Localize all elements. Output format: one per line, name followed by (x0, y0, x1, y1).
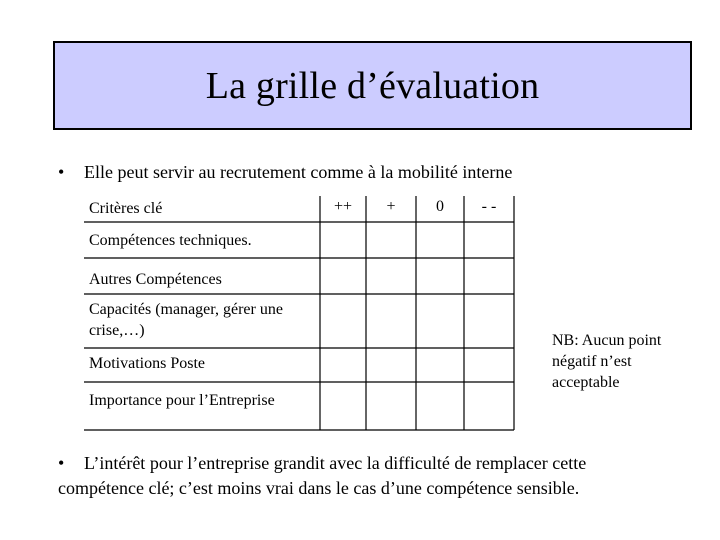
row-importance: Importance pour l’Entreprise (89, 392, 275, 409)
bullet-interest-line: compétence clé; c’est moins vrai dans le cas d’une compétence sensible. (58, 478, 580, 498)
bullet-marker: • (58, 162, 65, 182)
row-capacities-cont: crise,…) (89, 322, 145, 339)
bullet-marker: • (58, 453, 65, 473)
row-other-skills: Autres Compétences (89, 271, 222, 288)
bullet-text: Elle peut servir au recrutement comme à la mobilité interne (84, 162, 513, 182)
row-motivations: Motivations Poste (89, 355, 206, 372)
rating-header-good: + (386, 198, 396, 215)
bullet-interest-text: L’intérêt pour l’entreprise grandit avec la difficulté de remplacer cette (84, 453, 587, 473)
bullet-recruitment (58, 162, 512, 183)
title-banner (53, 41, 692, 130)
nb-note-line: négatif n’est (552, 353, 632, 370)
bullet-interest (58, 451, 698, 501)
criteria-header: Critères clé (89, 200, 163, 217)
rating-header-very-good: ++ (333, 198, 353, 215)
rating-header-bad: - - (481, 198, 497, 215)
evaluation-grid (84, 194, 516, 432)
rating-header-neutral: 0 (436, 198, 444, 215)
page-title: La grille d’évaluation (205, 64, 540, 107)
nb-note-line: acceptable (552, 374, 620, 391)
nb-note-line: NB: Aucun point (552, 332, 662, 349)
bullet-interest-line (58, 451, 698, 476)
row-capacities: Capacités (manager, gérer une (89, 301, 283, 318)
row-technical-skills: Compétences techniques. (89, 232, 252, 249)
nb-note (552, 330, 661, 393)
